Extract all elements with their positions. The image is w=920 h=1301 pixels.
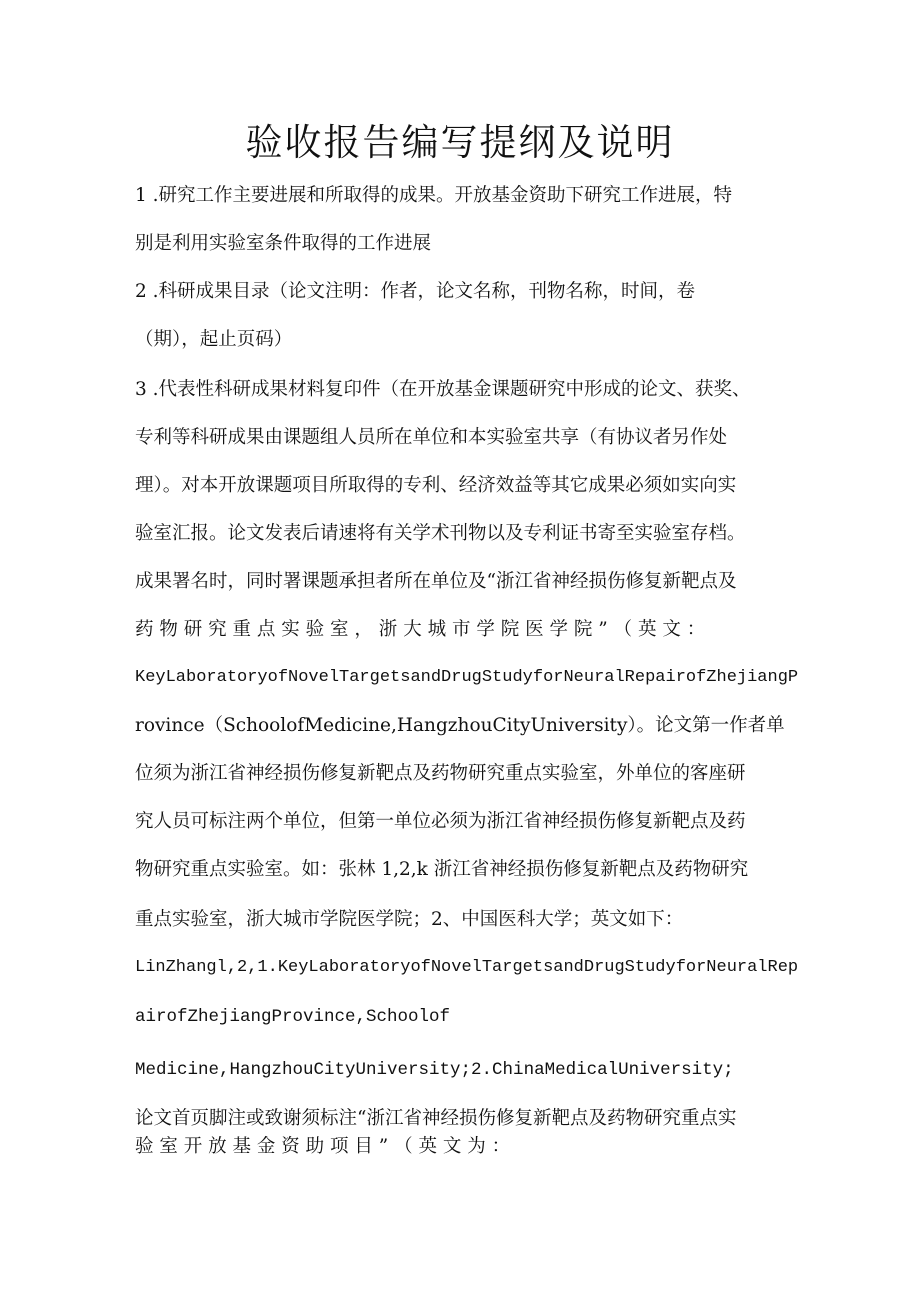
paragraph-line: 成果署名时，同时署课题承担者所在单位及“浙江省神经损伤修复新靶点及: [135, 571, 737, 592]
paragraph-line: 1 .研究工作主要进展和所取得的成果。开放基金资助下研究工作进展，特: [135, 185, 733, 206]
paragraph-line: 物研究重点实验室。如：张林 1,2,k 浙江省神经损伤修复新靶点及药物研究: [135, 859, 749, 880]
paragraph-line: 药 物 研 究 重 点 实 验 室 ， 浙 大 城 市 学 院 医 学 院 ” （ 英 文 ：: [135, 619, 706, 640]
paragraph-line: rovince（SchoolofMedicine,HangzhouCityUniversity）。论文第一作者单: [135, 715, 785, 736]
paragraph-line: 验 室 开 放 基 金 资 助 项 目 ” （ 英 文 为 ：: [135, 1136, 511, 1157]
paragraph-line: 论文首页脚注或致谢须标注“浙江省神经损伤修复新靶点及药物研究重点实: [135, 1108, 737, 1129]
paragraph-line: 究人员可标注两个单位，但第一单位必须为浙江省神经损伤修复新靶点及药: [135, 811, 746, 832]
paragraph-line: Medicine,HangzhouCityUniversity;2.ChinaMedicalUniversity;: [135, 1060, 734, 1080]
paragraph-line: 专利等科研成果由课题组人员所在单位和本实验室共享（有协议者另作处: [135, 427, 728, 448]
paragraph-line: 重点实验室，浙大城市学院医学院；2、中国医科大学；英文如下：: [135, 909, 684, 930]
paragraph-line: KeyLaboratoryofNovelTargetsandDrugStudyforNeuralRepairofZhejiangP: [135, 668, 799, 687]
paragraph-line: 3 .代表性科研成果材料复印件（在开放基金课题研究中形成的论文、获奖、: [135, 379, 751, 400]
paragraph-line: airofZhejiangProvince,Schoolof: [135, 1007, 451, 1027]
paragraph-line: 理）。对本开放课题项目所取得的专利、经济效益等其它成果必须如实向实: [135, 475, 737, 496]
document-title: 验收报告编写提纲及说明: [245, 121, 675, 164]
paragraph-line: LinZhangl,2,1.KeyLaboratoryofNovelTargetsandDrugStudyforNeuralRep: [135, 958, 799, 977]
paragraph-line: 位须为浙江省神经损伤修复新靶点及药物研究重点实验室，外单位的客座研: [135, 763, 746, 784]
paragraph-line: 验室汇报。论文发表后请速将有关学术刊物以及专利证书寄至实验室存档。: [135, 523, 746, 544]
paragraph-line: 别是利用实验室条件取得的工作进展: [135, 233, 432, 254]
paragraph-line: 2 .科研成果目录（论文注明：作者，论文名称，刊物名称，时间，卷: [135, 281, 696, 302]
paragraph-line: （期），起止页码）: [135, 329, 293, 350]
